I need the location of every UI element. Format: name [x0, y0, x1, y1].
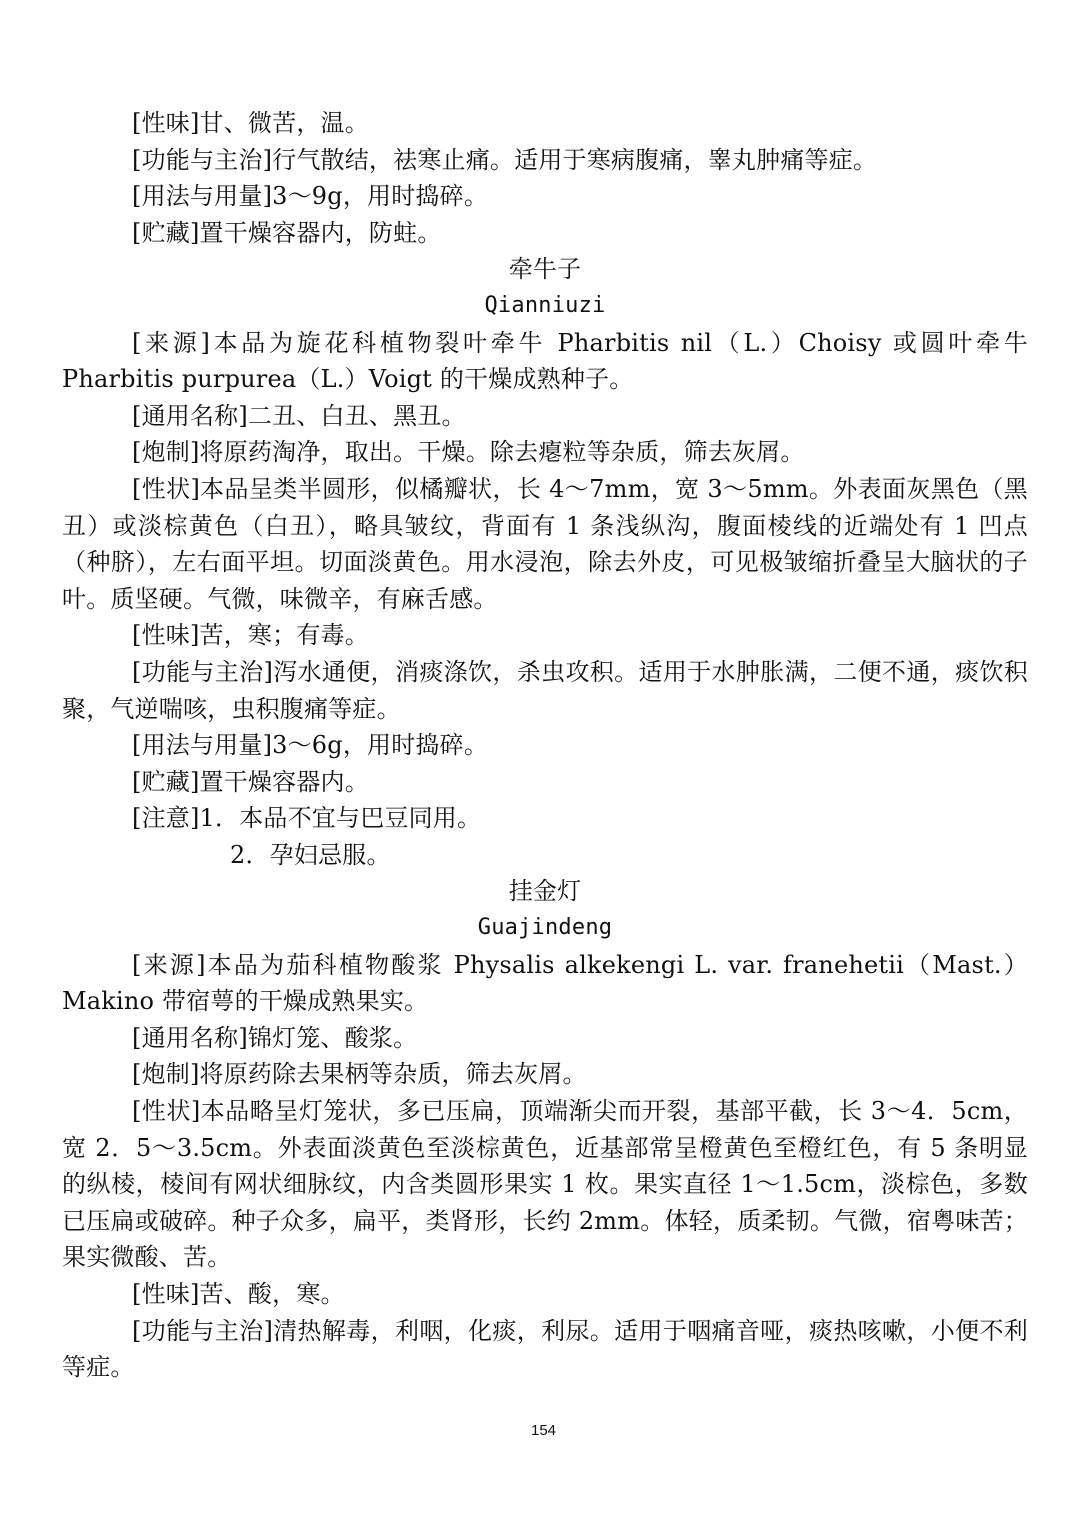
- entry-pinyin-guajindeng: Guajindeng: [477, 915, 613, 941]
- qianniuzi-common-names: [通用名称]二丑、白丑、黑丑。: [132, 401, 466, 430]
- prev-usage: [用法与用量]3～9g，用时捣碎。: [132, 182, 489, 211]
- entry-pinyin-qianniuzi: Qianniuzi: [484, 292, 606, 318]
- guajindeng-source: [来源]本品为茄科植物酸浆 Physalis alkekengi L. var. franehetii（Mast.）Makino 带宿萼的干燥成熟果实。: [62, 950, 1028, 1016]
- guajindeng-common-names: [通用名称]锦灯笼、酸浆。: [132, 1023, 418, 1052]
- entry-title-guajindeng: 挂金灯: [508, 877, 582, 906]
- qianniuzi-source: [来源]本品为旋花科植物裂叶牵牛 Pharbitis nil（L.）Choisy 或圆叶牵牛 Pharbitis purpurea（L.）Voigt 的干燥成熟种子。: [62, 328, 1028, 394]
- qianniuzi-function: [功能与主治]泻水通便，消痰涤饮，杀虫攻积。适用于水肿胀满，二便不通，痰饮积聚，气逆喘咳，虫积腹痛等症。: [62, 657, 1028, 723]
- qianniuzi-properties: [性状]本品呈类半圆形，似橘瓣状，长 4～7mm，宽 3～5mm。外表面灰黑色（黑丑）或淡棕黄色（白丑），略具皱纹，背面有 1 条浅纵沟，腹面棱线的近端处有 1 凹点（种脐），左右面平坦。切面淡黄色。用水浸泡，除去外皮，可见极皱缩折叠呈大脑状的子叶。质坚硬。气微，味微辛，有麻舌感。: [62, 474, 1028, 613]
- entry-title-qianniuzi: 牵牛子: [508, 255, 582, 284]
- guajindeng-processing: [炮制]将原药除去果柄等杂质，筛去灰屑。: [132, 1060, 587, 1089]
- guajindeng-function: [功能与主治]清热解毒，利咽，化痰，利尿。适用于咽痛音哑，痰热咳嗽，小便不利等症。: [62, 1316, 1028, 1382]
- prev-storage: [贮藏]置干燥容器内，防蛀。: [132, 218, 442, 247]
- prev-taste: [性味]甘、微苦，温。: [132, 109, 369, 137]
- prev-function: [功能与主治]行气散结，祛寒止痛。适用于寒病腹痛，睾丸肿痛等症。: [132, 145, 878, 174]
- guajindeng-properties: [性状]本品略呈灯笼状，多已压扁，顶端渐尖而开裂，基部平截，长 3～4．5cm，宽 2．5～3.5cm。外表面淡黄色至淡棕黄色，近基部常呈橙黄色至橙红色，有 5 条明显的纵棱，棱间有网状细脉纹，内含类圆形果实 1 枚。果实直径 1～1.5cm，淡棕色，多数已压扁或破碎。种子众多，扁平，类肾形，长约 2mm。体轻，质柔韧。气微，宿粤味苦；果实微酸、苦。: [62, 1097, 1028, 1272]
- qianniuzi-taste: [性味]苦，寒；有毒。: [132, 621, 369, 650]
- qianniuzi-usage: [用法与用量]3～6g，用时捣碎。: [132, 731, 489, 760]
- qianniuzi-storage: [贮藏]置干燥容器内。: [132, 767, 369, 796]
- qianniuzi-caution-2: 2．孕妇忌服。: [230, 840, 391, 869]
- guajindeng-taste: [性味]苦、酸，寒。: [132, 1280, 345, 1308]
- qianniuzi-caution-1: [注意]1．本品不宜与巴豆同用。: [132, 804, 482, 833]
- page-number: 154: [530, 1422, 557, 1439]
- document-page: [62, 105, 1028, 1386]
- qianniuzi-processing: [炮制]将原药淘净，取出。干燥。除去瘪粒等杂质，筛去灰屑。: [132, 438, 805, 467]
